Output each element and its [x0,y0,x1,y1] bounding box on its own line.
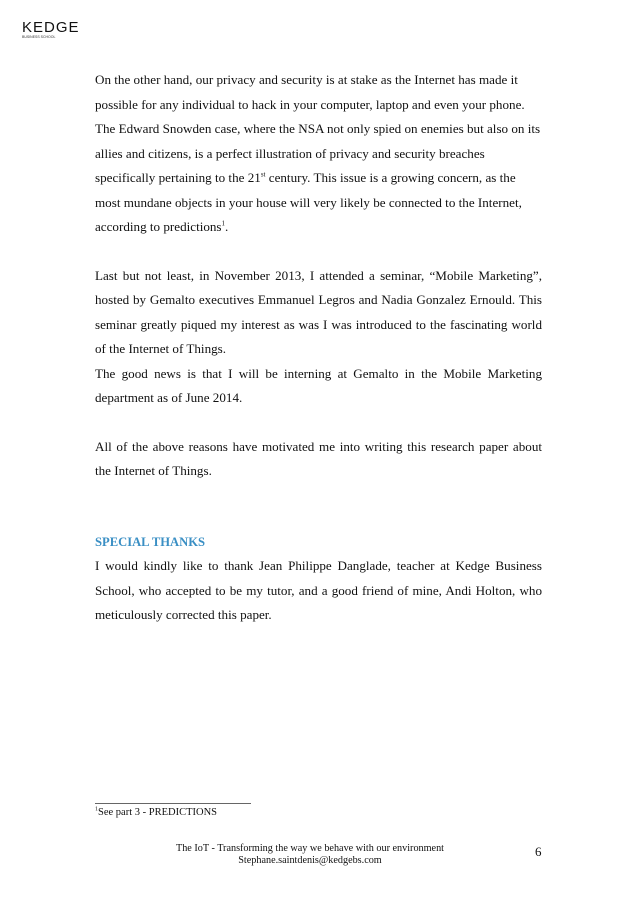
footer-email: Stephane.saintdenis@kedgebs.com [238,855,382,866]
ordinal-superscript: st [260,170,266,179]
special-thanks-heading: SPECIAL THANKS [95,534,205,549]
paragraph-motivation: All of the above reasons have motivated me into writing this research paper about the Internet of Things. [95,438,542,478]
logo-subtitle: BUSINESS SCHOOL [22,35,56,39]
kedge-logo [22,20,78,40]
page-footer [160,843,460,867]
paragraph-thanks: I would kindly like to thank Jean Philippe Danglade, teacher at Kedge Business School, who accepted to be my tutor, and a good friend of mine, Andi Holton, who meticulously corrected this paper. [95,558,542,622]
footnote-text: See part 3 - PREDICTIONS [98,807,217,818]
paragraph-internship: The good news is that I will be interning at Gemalto in the Mobile Marketing department as of June 2014. [95,365,542,405]
footnote-divider [95,803,251,804]
paragraph-privacy: On the other hand, our privacy and security is at stake as the Internet has made it possible for any individual to hack in your computer, laptop and even your phone. The Edward Snowden case, where the NSA not only spied on enemies but also on its allies and citizens, is a perfect illustration of privacy and security breaches specifically pertaining to the 21st century. This issue is a growing concern, as the most mundane objects in your house will very likely be connected to the Internet, according to predictions$^1$. [95,72,541,234]
paragraph-seminar: Last but not least, in November 2013, I attended a seminar, “Mobile Marketing”, hosted by Gemalto executives Emmanuel Legros and Nadia Gonzalez Ernould. This seminar greatly piqued my interest as was I was introduced to the fascinating world of the Internet of Things. [95,267,542,356]
footnote-reference: 1 [221,219,226,228]
page-number: 6 [535,844,542,859]
footer-title: The IoT - Transforming the way we behave with our environment [175,843,445,854]
page-content [95,68,542,628]
footnote-number: 1 [95,806,98,813]
footnote [95,806,217,820]
logo-text: KEDGE [22,19,80,36]
